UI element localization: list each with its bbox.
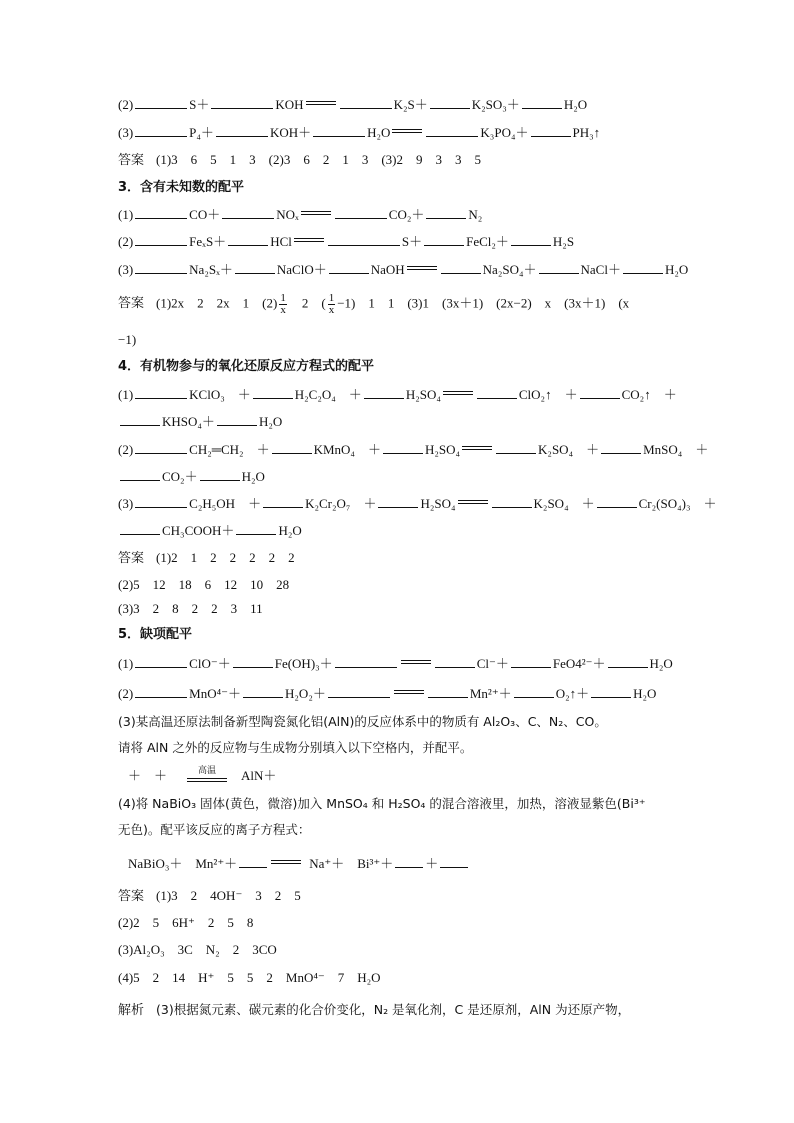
blank[interactable] [135,206,187,219]
answer-1: 答案 (1)3 6 5 1 3 (2)3 6 2 1 3 (3)2 9 3 3 5 [118,152,481,168]
blank[interactable] [623,261,663,274]
blank[interactable] [492,495,532,508]
question-5-4-instruction: 无色)。配平该反应的离子方程式： [118,822,311,837]
equation-unknown-1: (1) CO＋ NOₓ CO₂＋ N₂ [118,207,483,222]
equals-sign [407,262,437,274]
blank[interactable] [608,655,648,668]
answer-5-3: (3)Al₂O₃ 3C N₂ 2 3CO [118,942,277,957]
blank[interactable] [120,522,160,535]
blank[interactable] [477,386,517,399]
answer-4-2: (2)5 12 18 6 12 10 28 [118,577,290,592]
blank[interactable] [135,96,187,109]
blank[interactable] [435,655,475,668]
blank[interactable] [428,685,468,698]
equation-unknown-2: (2) FeₓS＋ HCl S＋ FeCl₂＋ H₂S [118,234,575,249]
high-temperature-condition: 高温 [187,766,227,786]
equation-organic-1: (1) KClO₃ ＋ H₂C₂O₄ ＋ H₂SO₄ ClO₂↑ ＋ CO₂↑ ＋ [118,387,677,402]
blank[interactable] [135,124,187,137]
blank[interactable] [243,685,283,698]
section-4-title: 4．有机物参与的氧化还原反应方程式的配平 [118,359,375,374]
fraction: $\frac{1}{x}$ [328,292,335,316]
blank[interactable] [135,441,187,454]
blank[interactable] [426,206,466,219]
equals-sign [301,207,331,219]
blank[interactable] [222,206,274,219]
equals-sign [458,496,488,508]
blank[interactable] [383,441,423,454]
equation-5-4-template: NaBiO₃＋ Mn²⁺＋ Na⁺＋ Bi³⁺＋ ＋ [128,854,674,874]
question-5-3-instruction: 请将 AlN 之外的反应物与生成物分别填入以下空格内，并配平。 [118,740,473,755]
blank[interactable] [211,96,273,109]
blank[interactable] [217,413,257,426]
answer-5-4: (4)5 2 14 H⁺ 5 5 2 MnO⁴⁻ 7 H₂O [118,970,381,985]
blank[interactable] [511,655,551,668]
equation-unknown-3: (3) Na₂Sₓ＋ NaClO＋ NaOH Na₂SO₄＋ NaCl＋ H₂O [118,262,689,277]
blank[interactable] [591,685,631,698]
equation-missing-2: (2) MnO⁴⁻＋ H₂O₂＋ Mn²⁺＋ O₂↑＋ H₂O [118,686,657,701]
blank[interactable] [216,124,268,137]
blank[interactable] [378,495,418,508]
blank[interactable] [539,261,579,274]
blank[interactable] [335,655,397,668]
blank[interactable] [135,386,187,399]
answer-4: 答案 (1)2 1 2 2 2 2 2 [118,550,295,566]
blank[interactable] [263,495,303,508]
section-5-title: 5．缺项配平 [118,627,193,642]
equation-organic-3-cont: CH₃COOH＋ H₂O [118,521,674,541]
question-5-4: (4)将 NaBiO₃ 固体(黄色，微溶)加入 MnSO₄ 和 H₂SO₄ 的混合溶液里，加热，溶液显紫色(Bi³⁺ [118,796,646,811]
equals-sign [394,686,424,698]
blank[interactable] [395,855,423,868]
blank[interactable] [340,96,392,109]
equals-sign [306,97,336,109]
blank[interactable] [364,386,404,399]
fraction: $\frac{1}{x}$ [280,292,286,316]
blank[interactable] [236,522,276,535]
equals-sign [271,856,301,868]
equals-sign [462,442,492,454]
equals-sign [401,656,431,668]
answer-5-2: (2)2 5 6H⁺ 2 5 8 [118,915,254,930]
equation-5-3-template: ＋ ＋ 高温 AlN＋ [128,766,674,786]
blank[interactable] [430,96,470,109]
blank[interactable] [228,233,268,246]
blank[interactable] [426,124,478,137]
blank[interactable] [272,441,312,454]
equation-organic-2: (2) CH₂═CH₂ ＋ KMnO₄ ＋ H₂SO₄ K₂SO₄ ＋ MnSO₄ ＋ [118,442,709,457]
blank[interactable] [522,96,562,109]
blank[interactable] [135,233,187,246]
item-number: (2) [118,97,134,112]
solution: 解析 (3)根据氮元素、碳元素的化合价变化，N₂ 是氧化剂，C 是还原剂，AlN 为还原产物， [118,1002,631,1018]
blank[interactable] [253,386,293,399]
equation-organic-2-cont: CO₂＋ H₂O [118,467,674,487]
equals-sign [443,387,473,399]
equals-sign [392,125,422,137]
answer-3-cont: −1) [118,332,137,347]
answer-3: 答案 (1)2x 2 2x 1 (2) $\frac{1}{x}$ 2 ( $\frac{1}{x}$ −1) 1 1 (3)1 (3x＋1) (2x−2) x (3x＋1) (x [118,292,630,316]
blank[interactable] [135,495,187,508]
blank[interactable] [597,495,637,508]
blank[interactable] [580,386,620,399]
blank[interactable] [440,855,468,868]
blank[interactable] [135,261,187,274]
blank[interactable] [239,855,267,868]
blank[interactable] [335,206,387,219]
answer-5: 答案 (1)3 2 4OH⁻ 3 2 5 [118,888,301,904]
blank[interactable] [424,233,464,246]
blank[interactable] [135,655,187,668]
blank[interactable] [135,685,187,698]
blank[interactable] [514,685,554,698]
question-5-3: (3)某高温还原法制备新型陶瓷氮化铝(AlN)的反应体系中的物质有 Al₂O₃、C、N₂、CO。 [118,714,607,729]
blank[interactable] [120,413,160,426]
equation-line-3: (3) P₄＋ KOH＋ H₂O K₃PO₄＋ PH₃↑ [118,125,601,140]
equals-sign [294,234,324,246]
blank[interactable] [200,468,240,481]
section-3-title: 3．含有未知数的配平 [118,180,245,195]
blank[interactable] [328,685,390,698]
blank[interactable] [233,655,273,668]
blank[interactable] [601,441,641,454]
blank[interactable] [329,261,369,274]
blank[interactable] [120,468,160,481]
equation-line-2: (2) S＋ KOH K₂S＋ K₂SO₃＋ H₂O [118,97,588,112]
equation-organic-3: (3) C₂H₅OH ＋ K₂Cr₂O₇ ＋ H₂SO₄ K₂SO₄ ＋ Cr₂(SO₄)₃ ＋ [118,496,717,511]
blank[interactable] [511,233,551,246]
blank[interactable] [441,261,481,274]
blank[interactable] [235,261,275,274]
equation-organic-1-cont: KHSO₄＋ H₂O [118,412,674,432]
blank[interactable] [328,233,400,246]
answer-4-3: (3)3 2 8 2 2 3 11 [118,601,263,616]
blank[interactable] [531,124,571,137]
equation-missing-1: (1) ClO⁻＋ Fe(OH)₃＋ Cl⁻＋ FeO4²⁻＋ H₂O [118,656,673,671]
blank[interactable] [496,441,536,454]
blank[interactable] [313,124,365,137]
